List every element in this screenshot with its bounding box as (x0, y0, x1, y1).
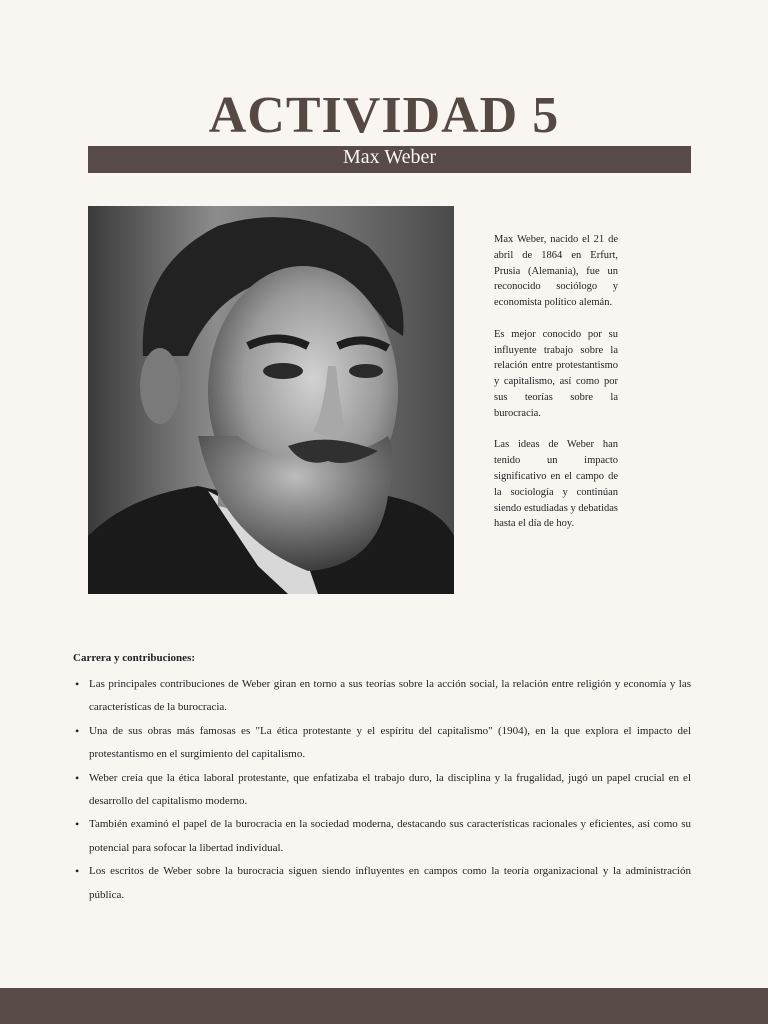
list-item-text: Los escritos de Weber sobre la burocracia siguen siendo influyentes en campos como la teoría organizacional y la administración pública. (89, 865, 691, 901)
list-item (73, 813, 691, 860)
bullet-icon: • (75, 677, 80, 691)
list-item (73, 673, 691, 720)
bullet-icon: • (75, 770, 80, 785)
bullet-icon: • (75, 864, 80, 879)
contributions-list (73, 673, 691, 907)
footer-bar (0, 988, 768, 1024)
bullet-icon: • (75, 817, 80, 832)
bio-paragraph: Es mejor conocido por su influyente trabajo sobre la relación entre protestantismo y capitalismo, así como por sus teorías sobre la burocracia. (494, 328, 618, 419)
bullet-icon: • (75, 723, 80, 738)
bio-paragraph: Max Weber, nacido el 21 de abril de 1864 en Erfurt, Prusia (Alemania), fue un reconocido sociólogo y economista político alemán. (494, 234, 618, 309)
list-item (73, 860, 691, 907)
list-item (73, 720, 691, 767)
list-item-text: Una de sus obras más famosas es "La ética protestante y el espíritu del capitalismo" (1904), en la que explora el impacto del protestantismo en el surgimiento del capitalismo. (89, 724, 691, 761)
portrait-photo (88, 206, 454, 594)
subtitle-banner: Max Weber (88, 146, 691, 173)
bio-paragraph: Las ideas de Weber han tenido un impacto significativo en el campo de la sociología y continúan siendo estudiadas y debatidas hasta el día de hoy. (494, 439, 618, 530)
list-item-text: Weber creía que la ética laboral protestante, que enfatizaba el trabajo duro, la disciplina y la frugalidad, jugó un papel crucial en el desarrollo del capitalismo moderno. (89, 771, 691, 808)
list-item-text: Las principales contribuciones de Weber giran en torno a sus teorías sobre la acción social, la relación entre religión y economía y las características de la burocracia. (89, 678, 691, 714)
list-item (73, 767, 691, 814)
section-heading: Carrera y contribuciones: (73, 652, 195, 664)
page-title: ACTIVIDAD 5 (208, 87, 560, 144)
bio-text (494, 232, 618, 548)
list-item-text: También examinó el papel de la burocracia en la sociedad moderna, destacando sus características racionales y eficientes, así como su potencial para sofocar la libertad individual. (89, 818, 691, 854)
career-section (73, 649, 691, 907)
